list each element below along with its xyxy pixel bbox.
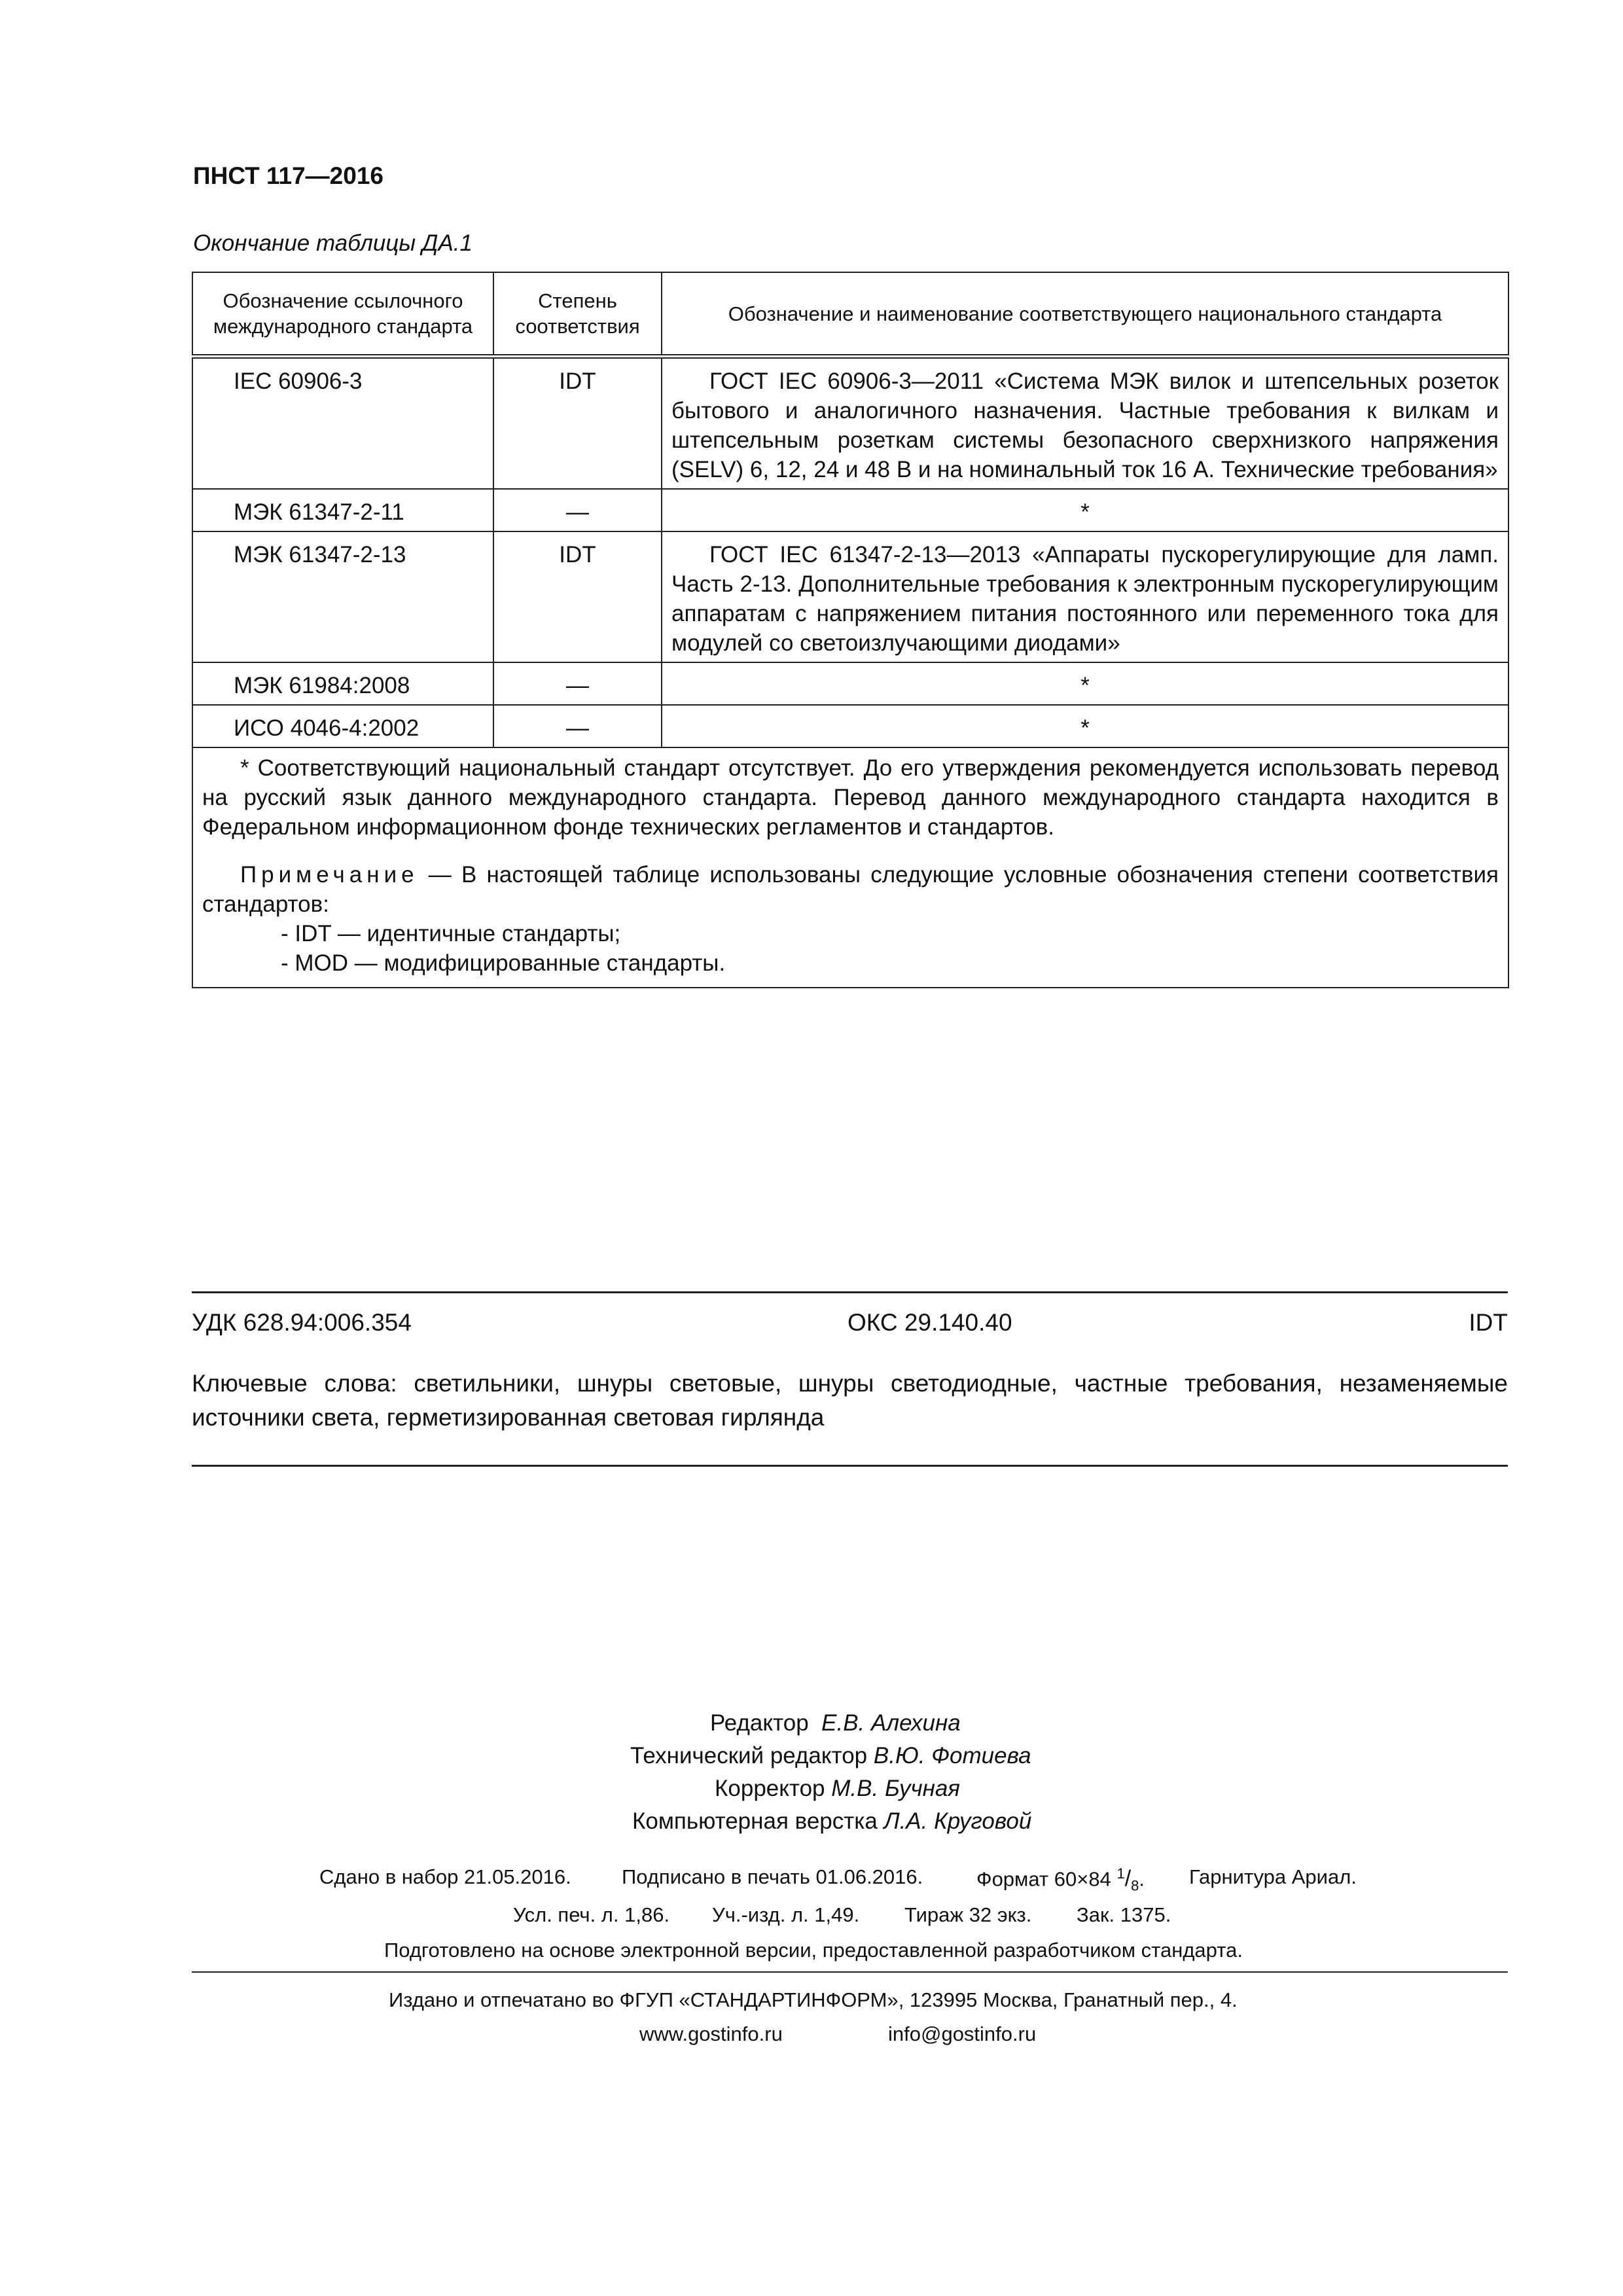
table-notes-row — [192, 747, 1508, 988]
imprint-circulation: Тираж 32 экз. — [904, 1903, 1032, 1926]
table-row — [192, 489, 1508, 531]
ref-cell: МЭК 61347-2-11 — [192, 489, 493, 531]
ref-cell: ИСО 4046-4:2002 — [192, 705, 493, 747]
footnote: * Соответствующий национальный стандарт отсутствует. До его утверждения рекомендуется использовать перевод на русский язык данного международного стандарта. Перевод данного международного стандарта находится в Федеральном информационном фонде технических регламентов и стандартов. — [202, 755, 1499, 840]
degree-cell: — — [493, 662, 662, 705]
credit-tech-editor — [630, 1740, 1031, 1772]
divider-top — [192, 1291, 1508, 1293]
national-cell — [662, 357, 1508, 490]
table-row — [192, 357, 1508, 490]
format-fraction-num: 1 — [1116, 1865, 1125, 1882]
imprint-signed: Подписано в печать 01.06.2016. — [622, 1865, 923, 1888]
table-row — [192, 531, 1508, 662]
credit-label: Компьютерная верстка — [632, 1808, 878, 1834]
imprint-format: Формат 60×84 $^1/_8$. — [976, 1865, 1145, 1894]
degree-cell: IDT — [493, 531, 662, 662]
credit-editor — [710, 1707, 961, 1740]
credit-name: В.Ю. Фотиева — [873, 1743, 1031, 1768]
note — [202, 860, 1499, 919]
imprint-website: www.gostinfo.ru — [639, 2022, 783, 2045]
document-code: ПНСТ 117—2016 — [193, 162, 383, 189]
note-item: - IDT — идентичные стандарты; — [281, 921, 621, 946]
table-header-row — [192, 272, 1508, 357]
degree-cell: — — [493, 489, 662, 531]
credit-label: Редактор — [710, 1710, 809, 1736]
note-text: — В настоящей таблице использованы следующие условные обозначения степени соответствия стандартов: — [202, 862, 1499, 917]
table-row — [192, 705, 1508, 747]
col-header-degree: Степень соответствия — [493, 272, 662, 357]
ref-cell: IEC 60906-3 — [192, 357, 493, 490]
credit-name: Л.А. Круговой — [883, 1808, 1032, 1834]
notes-cell — [192, 747, 1508, 988]
credit-name: Е.В. Алехина — [821, 1710, 961, 1736]
credit-label: Технический редактор — [630, 1743, 868, 1768]
imprint-print-sheets: Усл. печ. л. 1,86. — [513, 1903, 670, 1926]
imprint-prepared: Подготовлено на основе электронной версии, предоставленной разработчиком стандарта. — [384, 1939, 1243, 1962]
col-header-ref: Обозначение ссылочного международного стандарта — [192, 272, 493, 357]
keywords: Ключевые слова: светильники, шнуры световые, шнуры светодиодные, частные требования, незаменяемые источники света, герметизированная световая гирлянда — [192, 1370, 1508, 1431]
national-cell: * — [662, 705, 1508, 747]
degree-cell: IDT — [493, 357, 662, 490]
imprint-email: info@gostinfo.ru — [888, 2022, 1037, 2045]
format-fraction-den: 8 — [1131, 1877, 1139, 1894]
fraction-slash-icon: / — [1124, 1866, 1132, 1892]
oks-code: ОКС 29.140.40 — [847, 1309, 1012, 1336]
imprint-pub-sheets: Уч.-изд. л. 1,49. — [712, 1903, 860, 1926]
table-caption: Окончание таблицы ДА.1 — [193, 230, 473, 256]
national-text: ГОСТ IEC 61347-2-13—2013 «Аппараты пускорегулирующие для ламп. Часть 2-13. Дополнительные требования к электронным пускорегулирующим аппаратам с напряжением питания постоянного или переменного тока для модулей со светоизлучающими диодами» — [671, 542, 1499, 656]
format-text: Формат 60×84 — [976, 1867, 1111, 1891]
udk-code: УДК 628.94:006.354 — [192, 1309, 412, 1336]
national-text: ГОСТ IEC 60906-3—2011 «Система МЭК вилок и штепсельных розеток бытового и аналогичного назначения. Частные требования к вилкам и штепсельным розеткам системы безопасного сверхнизкого напряжения (SELV) 6, 12, 24 и 48 В и на номинальный ток 16 А. Технические требования» — [671, 368, 1499, 482]
credit-layout — [632, 1805, 1031, 1838]
imprint-font: Гарнитура Ариал. — [1189, 1865, 1357, 1888]
credit-corrector — [715, 1772, 960, 1805]
credit-label: Корректор — [715, 1776, 825, 1801]
imprint-order: Зак. 1375. — [1077, 1903, 1171, 1926]
ref-cell: МЭК 61984:2008 — [192, 662, 493, 705]
national-cell — [662, 531, 1508, 662]
note-item: - MOD — модифицированные стандарты. — [281, 950, 726, 976]
national-cell: * — [662, 489, 1508, 531]
national-cell: * — [662, 662, 1508, 705]
divider-bottom — [192, 1465, 1508, 1467]
credit-name: М.В. Бучная — [831, 1776, 960, 1801]
col-header-national: Обозначение и наименование соответствующего национального стандарта — [662, 272, 1508, 357]
ref-cell: МЭК 61347-2-13 — [192, 531, 493, 662]
imprint-divider — [192, 1971, 1508, 1973]
degree-cell: — — [493, 705, 662, 747]
imprint-sent: Сдано в набор 21.05.2016. — [319, 1865, 571, 1888]
table-row — [192, 662, 1508, 705]
imprint-publisher: Издано и отпечатано во ФГУП «СТАНДАРТИНФОРМ», 123995 Москва, Гранатный пер., 4. — [389, 1988, 1238, 2011]
note-label: Примечание — [240, 862, 419, 888]
standards-table — [192, 272, 1509, 988]
degree-code: IDT — [1469, 1309, 1508, 1336]
